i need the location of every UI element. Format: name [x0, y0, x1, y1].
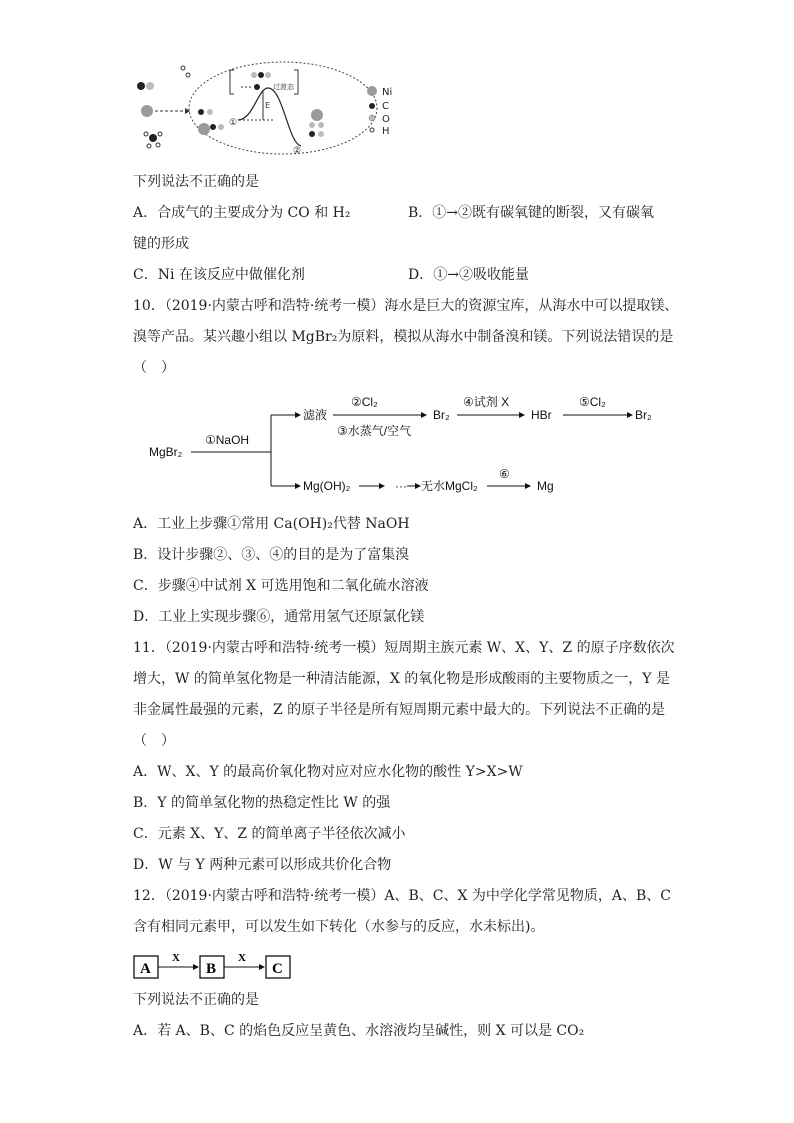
- arrow-x2-label: X: [238, 952, 246, 964]
- flow-hbr: HBr: [531, 408, 552, 422]
- legend-h: H: [382, 126, 390, 137]
- flow-start-mgbr2: MgBr₂: [149, 445, 183, 459]
- legend: [367, 86, 392, 137]
- q10-stem-line2: 溴等产品。某兴趣小组以 MgBr₂为原料，模拟从海水中制备溴和镁。下列说法错误的是: [133, 329, 674, 345]
- bromine-magnesium-flowchart: [145, 390, 665, 502]
- box-b-label: B: [206, 961, 217, 977]
- q11-stem-line3: 非金属性最强的元素，Z 的原子半径是所有短周期元素中最大的。下列说法不正确的是: [133, 702, 666, 718]
- ni-atom-icon: [141, 105, 153, 117]
- q12-stem-line1: 12．（2019·内蒙古呼和浩特·统考一模）A、B、C、X 为中学化学常见物质，A、B、C: [133, 888, 671, 904]
- q9-option-c: C．Ni 在该反应中做催化剂: [133, 267, 305, 283]
- q11-option-b: B．Y 的简单氢化物的热稳定性比 W 的强: [133, 795, 391, 811]
- flow-step3-label: ③水蒸气/空气: [337, 424, 412, 438]
- q11-stem-line4: （ ）: [133, 733, 175, 749]
- q11-stem-line2: 增大，W 的简单氢化物是一种清洁能源，X 的氧化物是形成酸雨的主要物质之一，Y 是: [133, 671, 670, 687]
- h2-molecule-icon: [181, 66, 190, 77]
- q10-stem-line1: 10．（2019·内蒙古呼和浩特·统考一模）海水是巨大的资源宝库，从海水中可以提取镁、: [133, 298, 679, 314]
- transition-state-label: 过渡态: [273, 83, 294, 91]
- ch4-molecule-icon: [144, 132, 162, 148]
- abc-conversion-diagram: [133, 950, 303, 982]
- flow-step4-label: ④试剂 X: [463, 395, 510, 409]
- state-marker-2: ②: [293, 146, 302, 156]
- flow-step5-label: ⑤Cl₂: [579, 395, 606, 409]
- reaction-mechanism-figure: [133, 58, 423, 163]
- flow-step1-label: ①NaOH: [205, 433, 250, 447]
- q11-stem-line1: 11．（2019·内蒙古呼和浩特·统考一模）短周期主族元素 W、X、Y、Z 的原子序数依次: [133, 640, 675, 656]
- flow-mg: Mg: [537, 479, 554, 493]
- flow-br2-b: Br₂: [635, 408, 652, 422]
- flow-filtrate: 滤液: [303, 408, 328, 422]
- arrow-x1-label: X: [172, 952, 180, 964]
- flow-br2-a: Br₂: [433, 408, 450, 422]
- q10-stem-line3: （ ）: [133, 360, 175, 376]
- co-molecule-icon: [137, 82, 154, 90]
- legend-ni: Ni: [382, 87, 393, 98]
- q12-stem-line2: 含有相同元素甲，可以发生如下转化（水参与的反应，水未标出)。: [133, 919, 545, 935]
- q11-option-c: C．元素 X、Y、Z 的简单离子半径依次减小: [133, 826, 406, 842]
- q12-option-a: A．若 A、B、C 的焰色反应呈黄色、水溶液均呈碱性，则 X 可以是 CO₂: [133, 1023, 585, 1039]
- flow-mgoh2: Mg(OH)₂: [303, 479, 351, 493]
- flow-step2-label: ②Cl₂: [351, 395, 378, 409]
- q10-option-b: B．设计步骤②、③、④的目的是为了富集溴: [133, 547, 410, 563]
- energy-label: E: [265, 101, 271, 110]
- box-a-label: A: [140, 961, 151, 977]
- state-marker-1: ①: [229, 118, 238, 128]
- q9-stem: 下列说法不正确的是: [133, 174, 259, 190]
- q11-option-a: A．W、X、Y 的最高价氧化物对应对应水化物的酸性 Y>X>W: [133, 764, 523, 780]
- box-c-label: C: [272, 961, 283, 977]
- q12-question-stem: 下列说法不正确的是: [133, 992, 259, 1008]
- q10-option-d: D．工业上实现步骤⑥，通常用氢气还原氯化镁: [133, 609, 425, 625]
- flow-anhydrous-mgcl2: 无水MgCl₂: [421, 479, 478, 493]
- legend-o: O: [382, 114, 390, 125]
- flow-dots: ···: [395, 479, 407, 493]
- q9-option-a: A．合成气的主要成分为 CO 和 H₂: [133, 205, 351, 221]
- q9-option-b-line1: B．①→②既有碳氧键的断裂，又有碳氧: [408, 205, 655, 221]
- q10-option-a: A．工业上步骤①常用 Ca(OH)₂代替 NaOH: [133, 516, 410, 532]
- q9-option-d: D．①→②吸收能量: [408, 267, 529, 283]
- q10-option-c: C．步骤④中试剂 X 可选用饱和二氧化硫水溶液: [133, 578, 429, 594]
- q9-option-b-line2: 键的形成: [133, 236, 189, 252]
- flow-step6-label: ⑥: [499, 467, 510, 481]
- legend-c: C: [382, 101, 389, 112]
- q11-option-d: D．W 与 Y 两种元素可以形成共价化合物: [133, 857, 392, 873]
